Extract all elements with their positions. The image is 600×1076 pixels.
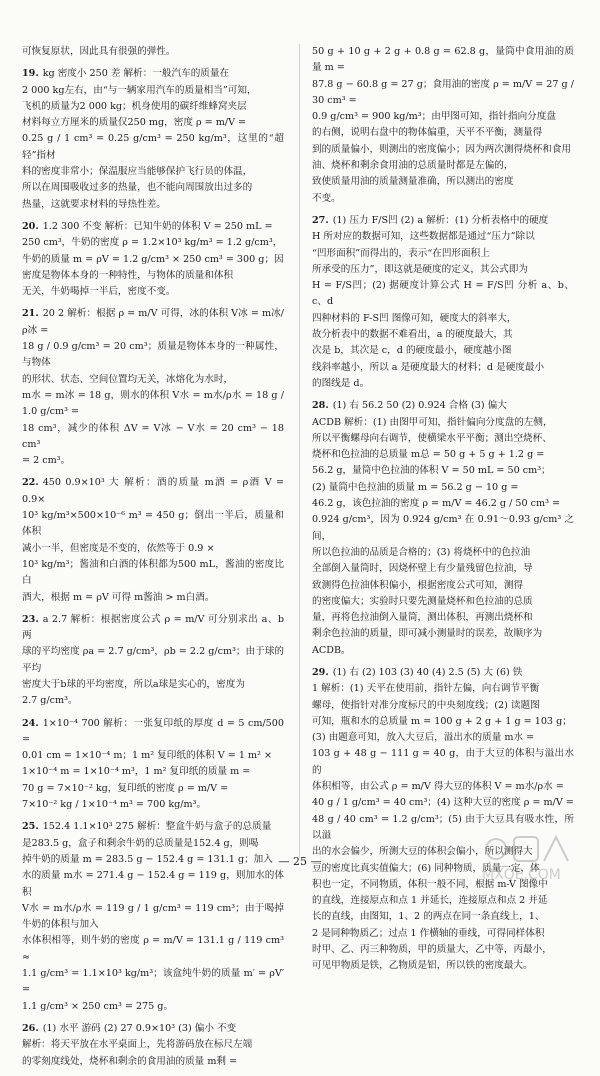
answer-line: ACDB。 <box>312 644 351 656</box>
answer-item <box>22 475 284 605</box>
answer-line: 250 cm³，牛奶的密度 ρ = 1.2×10³ kg/m³ = 1.2 g/cm³， <box>22 237 283 249</box>
answer-line: = 2 cm³。 <box>22 455 71 467</box>
answer-line: 所以在周围吸收过多的热量，也不能向周围放出过多的 <box>22 182 253 194</box>
answer-line: 量，再将色拉油倒入量筒，测出体积，再测出烧杯和 <box>312 612 533 624</box>
answer-line: ACDB 解析：(1) 由图甲可知，指针偏向分度盘的左侧， <box>312 416 553 428</box>
answer-line: 87.8 g − 60.8 g = 27 g；食用油的密度 ρ = m/V = 27 g / 30 cm³ = <box>312 78 574 106</box>
answer-line: 水的质量 m水 = 271.4 g − 152.4 g = 119 g，则加水的体积 <box>22 870 284 898</box>
answer-line: 油、烧杯和剩余食用油的总质量时都是左偏的， <box>312 160 514 172</box>
answer-item <box>22 819 284 1015</box>
question-number: 25. <box>22 821 39 833</box>
answer-line: 7×10⁻² kg / 1×10⁻⁴ m³ = 700 kg/m³。 <box>22 799 207 811</box>
answer-line: (2) 量筒中色拉油的质量 m = 56.2 g − 10 g = <box>312 481 519 493</box>
answer-line: 56.2 g，量筒中色拉油的体积 V = 50 mL = 50 cm³； <box>312 465 551 477</box>
answer-line: 减小一半，但密度是不变的，依然等于 0.9 × <box>22 542 215 554</box>
answer-line: H 所对应的数据可知，这些数据都是通过“压力”除以 <box>312 231 535 243</box>
answer-item <box>22 306 284 469</box>
answer-line: 全部倒入量筒时，因烧杯壁上有少量残留色拉油，导 <box>312 563 533 575</box>
watermark-text: MXQE.COM <box>482 867 561 883</box>
answer-line: (1) 右 (2) 103 (3) 40 (4) 2.5 (5) 大 (6) 铁 <box>332 666 523 678</box>
question-number: 22. <box>22 477 39 489</box>
answer-line: (1) 右 56.2 50 (2) 0.924 合格 (3) 偏大 <box>332 400 507 412</box>
column-divider <box>299 44 300 858</box>
answer-line: 0.25 g / 1 cm³ = 0.25 g/cm³ = 250 kg/m³，这里的“超轻”指材 <box>22 133 284 161</box>
answer-line: 水体积相等，则牛奶的密度 ρ = m/V = 131.1 g / 119 cm³ ≈ <box>22 935 284 963</box>
answer-item <box>22 1021 284 1070</box>
answer-line: 0.9 g/cm³ = 900 kg/m³；由甲图可知，指针指向分度盘 <box>312 111 556 123</box>
question-number: 26. <box>22 1022 39 1034</box>
answer-line: m水 = m冰 = 18 g，则水的体积 V水 = m水/ρ水 = 18 g / 1.0 g/cm³ = <box>22 389 284 418</box>
answer-line: 长的直线，由图知，1、2 的两点在同一条直线上，1、 <box>312 911 545 923</box>
question-number: 29. <box>312 666 329 678</box>
answer-line: 10³ kg/m³×500×10⁻⁶ m³ = 450 g；倒出一半后，质量和体积 <box>22 510 284 538</box>
answer-line: 可恢复原状，因此具有很强的弹性。 <box>22 46 176 57</box>
answer-line: 料的密度非常小；保温服应当能够保护飞行员的体温， <box>22 166 253 178</box>
answer-line: 飞机的质量为2 000 kg；机身使用的碳纤维蜂窝夹层 <box>22 100 247 112</box>
answer-line: 到的质量偏小，则测出的密度偏小；因为两次测得烧杯和食用 <box>312 143 572 155</box>
answer-line: 的图线是 d。 <box>312 377 370 389</box>
answer-line: 的直线，连接原点和点 1 并延长，连接原点和点 2 并延 <box>312 895 548 907</box>
answer-line: 所以色拉油的品质是合格的；(3) 将烧杯中的色拉油 <box>312 546 531 558</box>
question-number: 24. <box>22 717 39 729</box>
answer-item <box>312 213 574 392</box>
question-number: 28. <box>312 400 329 412</box>
question-number: 23. <box>22 613 39 625</box>
question-number: 21. <box>22 308 39 320</box>
answer-line: 烧杯和色拉油的总质量 m总 = 50 g + 5 g + 1.2 g = <box>312 449 545 461</box>
answer-line: 酒大，根据 m = ρV 可得 m酱油 > m白酒。 <box>22 591 215 603</box>
answer-line: 致使质量用油的质量测量准确，所以测出的密度 <box>312 176 514 188</box>
answer-line: 2 000 kg左右，由“与一辆家用汽车的质量相当”可知， <box>22 84 257 96</box>
answer-line: 不变。 <box>312 192 341 204</box>
answer-line: 1.1 g/cm³ × 250 cm³ = 275 g。 <box>22 1000 174 1012</box>
answer-line: 四种材料的 F-S凹 图像可知，硬度大的斜率大， <box>312 312 517 324</box>
page-number: — 25 — <box>278 855 322 868</box>
answer-item <box>312 665 574 975</box>
answer-line: 所以平衡螺母向右调节，使横梁水平平衡；测出空烧杯、 <box>312 432 552 444</box>
question-number: 20. <box>22 220 39 232</box>
answer-line: 10³ kg/m³；酱油和白酒的体积都为500 mL，酱油的密度比白 <box>22 558 284 587</box>
answer-item <box>312 398 574 659</box>
answer-line: 的零刻度线处，烧杯和剩余的食用油的质量 m剩 = <box>22 1055 238 1067</box>
answer-line: V水 = m水/ρ水 = 119 g / 1 g/cm³ = 119 cm³；由于喝掉牛奶的体积与加入 <box>22 902 284 931</box>
answer-line: 50 g + 10 g + 2 g + 0.8 g = 62.8 g，量筒中食用油的质量 m = <box>312 46 574 74</box>
answer-line: 46.2 g，该色拉油的密度 ρ = m/V = 46.2 g / 50 cm³ = <box>312 498 561 510</box>
answer-line: (1) 压力 F/S凹 (2) a 解析：(1) 分析表格中的硬度 <box>332 214 549 226</box>
answer-line: 0.924 g/cm³，因为 0.924 g/cm³ 在 0.91～0.93 g/cm³ 之间， <box>312 514 574 542</box>
question-number: 27. <box>312 214 329 226</box>
answer-line: 152.4 1.1×10³ 275 解析：整盒牛奶与盒子的总质量 <box>42 821 272 833</box>
answer-line: 48 g / 40 cm³ = 1.2 g/cm³；(5) 由于大豆具有吸水性，所以溢 <box>312 813 574 841</box>
answer-line: 牛奶的质量 m = ρV = 1.2 g/cm³ × 250 cm³ = 300 g；因 <box>22 253 284 265</box>
answer-line: 密度大于b球的平均密度，所以a球是实心的，密度为 <box>22 678 245 690</box>
watermark-logo <box>476 827 580 883</box>
answer-item <box>22 612 284 710</box>
answer-line: 所承受的压力”，即这就是硬度的定义，其公式即为 <box>312 263 528 275</box>
answer-line: 2.7 g/cm³。 <box>22 695 78 707</box>
answer-line: 1.2 300 不变 解析：已知牛奶的体积 V = 250 mL = <box>42 220 273 232</box>
answer-item <box>22 66 284 213</box>
answer-item <box>22 44 284 60</box>
answer-line: 1.1 g/cm³ = 1.1×10³ kg/m³；该盒纯牛奶的质量 m′ = ρV′ = <box>22 968 284 996</box>
answer-line: 体积相等，由公式 ρ = m/V 得大豆的体积 V = m水/ρ水 = <box>312 781 564 793</box>
answer-line: 螺母，使指针对准分度标尺的中央刻度线；(2) 读题图 <box>312 699 540 711</box>
answer-line: 材料每立方厘米的质量仅250 mg，密度 ρ = m/V = <box>22 117 247 129</box>
answer-line: 0.01 cm = 1×10⁻⁴ m；1 m² 复印纸的体积 V = 1 m² × <box>22 750 273 762</box>
answer-line: 密度是物体本身的一种特性，与物体的质量和体积 <box>22 269 234 281</box>
answer-line: 的形状、状态、空间位置均无关，冰熔化为水时， <box>22 373 234 385</box>
answer-line: (1) 水平 游码 (2) 27 0.9×10³ (3) 偏小 不变 <box>42 1022 237 1034</box>
left-column <box>22 44 284 1076</box>
answer-item <box>22 716 284 814</box>
answer-line: 18 g / 0.9 g/cm³ = 20 cm³；质量是物体本身的一种属性，与物体 <box>22 341 284 369</box>
answer-line: 可见甲物质是铁，乙物质是铝，所以铁的密度最大。 <box>312 960 533 972</box>
answer-line: 1 解析：(1) 天平在使用前，指针左偏，向右调节平衡 <box>312 683 540 695</box>
answer-line: 可知，瓶和水的总质量 m = 100 g + 2 g + 1 g = 103 g； <box>312 715 572 727</box>
answer-line: 是283.5 g，盒子和剩余牛奶的总质量是152.4 g，则喝 <box>22 837 259 849</box>
answer-line: 积也一定，不同物质，体积一般不同，根据 m-V 图像中 <box>312 878 548 890</box>
answer-line: 出的水会偏少，所测大豆的体积会偏小，所以测得大 <box>312 846 533 858</box>
answer-line: 时甲、乙、丙三种物质，甲的质量大，乙中等，丙最小， <box>312 944 552 956</box>
answer-line: kg 密度小 250 差 解析：一般汽车的质量在 <box>42 68 230 80</box>
answer-item <box>22 219 284 300</box>
answer-line: 豆的密度比真实值偏大；(6) 同种物质，质量一定，体 <box>312 862 540 874</box>
answer-line: 线斜率越小，所以 a 是硬度最大的材料；d 是硬度最小 <box>312 361 545 373</box>
answer-line: 18 cm³，减少的体积 ΔV = V冰 − V水 = 20 cm³ − 18 cm³ <box>22 422 284 450</box>
answer-line: 球的平均密度 ρa = 2.7 g/cm³，ρb = 2.2 g/cm³；由于球的平均 <box>22 646 284 674</box>
answer-line: 剩余色拉油的质量，即可减小测量时的误差，故顺序为 <box>312 628 543 640</box>
answer-line: 掉牛奶的质量 m = 283.5 g − 152.4 g = 131.1 g；加入 <box>22 853 273 865</box>
answer-line: “凹形面积”而得出的，表示“在凹形面积上 <box>312 247 490 259</box>
answer-line: 的右侧，说明右盘中的物体偏重，天平不平衡，测量得 <box>312 127 543 139</box>
answer-line: H = F/S凹；(2) 据硬度计算公式 H = F/S凹 分析 a、b、c、d <box>312 280 574 308</box>
answer-line: 热量，这就要求材料的导热性差。 <box>22 198 166 210</box>
question-number: 19. <box>22 68 39 80</box>
answer-line: 次是 b，其次是 c，d 的硬度最小，硬度越小图 <box>312 345 512 357</box>
answer-line: 40 g / 1 g/cm³ = 40 cm³；(4) 这种大豆的密度 ρ = m/V = <box>312 797 574 809</box>
answer-line: 的密度偏大；实验时只要先测量烧杯和色拉油的总质 <box>312 595 533 607</box>
answer-line: 2 是同种物质乙；过点 1 作横轴的垂线，可得同样体积 <box>312 927 545 939</box>
answer-line: 450 0.9×10³ 大 解析：酒的质量 m酒 = ρ酒 V = 0.9× <box>22 477 284 505</box>
answer-line: 70 g = 7×10⁻² kg，复印纸的密度 ρ = m/V = <box>22 782 229 794</box>
answer-line: (3) 由题意可知，放入大豆后，溢出水的质量 m水 = <box>312 732 535 744</box>
answer-line: 1×10⁻⁴ m = 1×10⁻⁴ m³，1 m² 复印纸的质量 m = <box>22 766 251 778</box>
answer-line: 解析：将天平放在水平桌面上，先将游码放在标尺左端 <box>22 1039 253 1051</box>
answer-line: 无关，牛奶喝掉一半后，密度不变。 <box>22 286 176 298</box>
answer-line: 致测得色拉油体积偏小，根据密度公式可知，测得 <box>312 579 524 591</box>
answer-line: 故分析表中的数据不难看出，a 的硬度最大，其 <box>312 329 513 341</box>
answer-line: 1×10⁻⁴ 700 解析：一张复印纸的厚度 d = 5 cm/500 = <box>22 717 284 745</box>
answer-line: 20 2 解析：根据 ρ = m/V 可得，冰的体积 V冰 = m冰/ρ冰 = <box>22 308 284 336</box>
answer-line: 103 g + 48 g − 111 g = 40 g，由于大豆的体积与溢出水的 <box>312 748 574 776</box>
answer-line: a 2.7 解析：根据密度公式 ρ = m/V 可分别求出 a、b 两 <box>22 613 284 642</box>
answer-item <box>312 44 574 207</box>
